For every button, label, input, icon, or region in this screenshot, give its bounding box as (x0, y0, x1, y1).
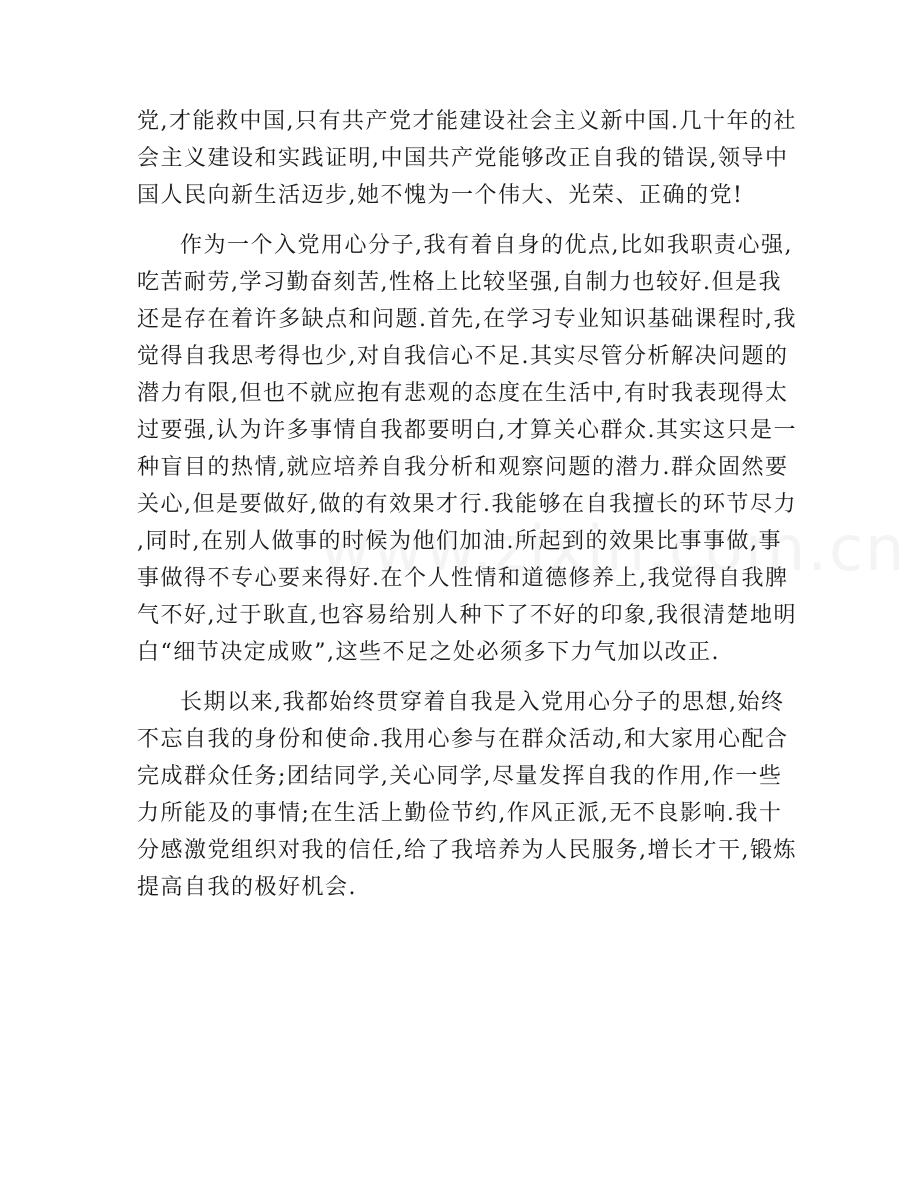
text-line: 关心,但是要做好,做的有效果才行.我能够在自我擅长的环节尽力 (137, 492, 797, 517)
text-line: 气不好,过于耿直,也容易给别人种下了不好的印象,我很清楚地明 (137, 603, 797, 628)
text-line: 不忘自我的身份和使命.我用心参与在群众活动,和大家用心配合 (137, 727, 789, 752)
text-line: 力所能及的事情;在生活上勤俭节约,作风正派,无不良影响.我十 (137, 801, 783, 826)
text-line: 种盲目的热情,就应培养自我分析和观察问题的潜力.群众固然要 (137, 455, 789, 480)
text-line: 会主义建设和实践证明,中国共产党能够改正自我的错误,领导中 (137, 146, 789, 171)
text-line: 提高自我的极好机会. (137, 875, 357, 900)
text-line: 完成群众任务;团结同学,关心同学,尽量发挥自我的作用,作一些 (137, 764, 783, 789)
text-line: 分感激党组织对我的信任,给了我培养为人民服务,增长才干,锻炼 (137, 838, 797, 863)
text-line: 作为一个入党用心分子,我有着自身的优点,比如我职责心强, (180, 233, 793, 258)
text-line: 白“细节决定成败”,这些不足之处必须多下力气加以改正. (137, 640, 720, 665)
text-line: 党,才能救中国,只有共产党才能建设社会主义新中国.几十年的社 (137, 109, 797, 134)
text-line: 长期以来,我都始终贯穿着自我是入党用心分子的思想,始终 (180, 690, 785, 715)
text-line: 事做得不专心要来得好.在个人性情和道德修养上,我觉得自我脾 (137, 566, 789, 591)
text-line: ,同时,在别人做事的时候为他们加油.所起到的效果比事事做,事 (137, 529, 782, 554)
text-line: 国人民向新生活迈步,她不愧为一个伟大、光荣、正确的党! (137, 183, 744, 208)
text-line: 觉得自我思考得也少,对自我信心不足.其实尽管分析解决问题的 (137, 344, 789, 369)
text-line: 吃苦耐劳,学习勤奋刻苦,性格上比较坚强,自制力也较好.但是我 (137, 270, 782, 295)
text-line: 潜力有限,但也不就应抱有悲观的态度在生活中,有时我表现得太 (137, 381, 789, 406)
text-line: 过要强,认为许多事情自我都要明白,才算关心群众.其实这只是一 (137, 418, 797, 443)
text-line: 还是存在着许多缺点和问题.首先,在学习专业知识基础课程时,我 (137, 307, 797, 332)
